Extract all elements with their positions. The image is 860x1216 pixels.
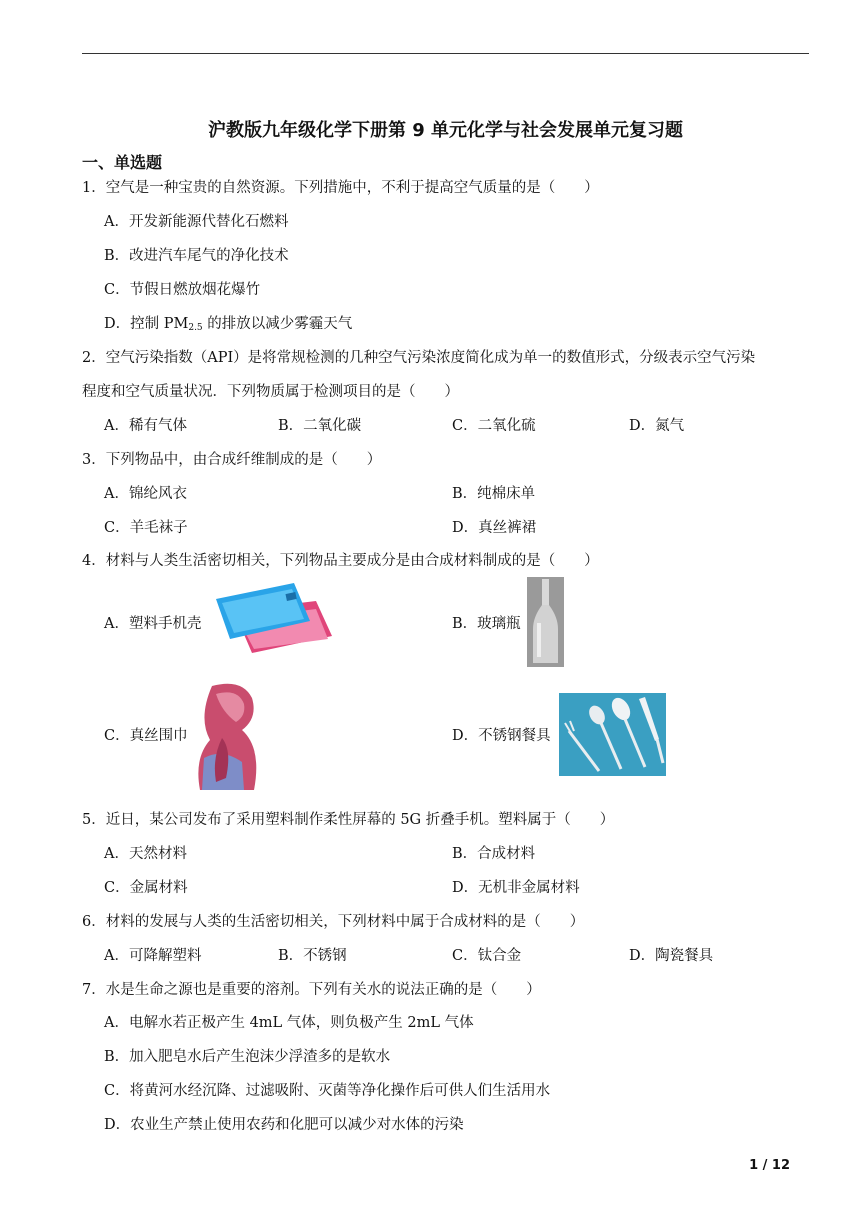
question-5-option-c[interactable]: C．金属材料	[104, 880, 188, 896]
question-6-stem: 6．材料的发展与人类的生活密切相关，下列材料中属于合成材料的是（ ）	[82, 914, 585, 930]
question-3-stem: 3．下列物品中，由合成纤维制成的是（ ）	[82, 452, 382, 468]
option-d-text: D．控制 PM	[104, 316, 189, 332]
question-5-option-a[interactable]: A．天然材料	[104, 846, 187, 862]
question-4-option-b[interactable]: B．玻璃瓶	[452, 616, 521, 632]
question-2-stem-line2: 程度和空气质量状况．下列物质属于检测项目的是（ ）	[82, 384, 459, 400]
question-7-option-b[interactable]: B．加入肥皂水后产生泡沫少浮渣多的是软水	[104, 1049, 391, 1065]
question-2-stem-line1: 2．空气污染指数（API）是将常规检测的几种空气污染浓度简化成为单一的数值形式，分级表示空气污染	[82, 350, 756, 366]
question-2-option-c[interactable]: C．二氧化硫	[452, 418, 536, 434]
question-6-option-b[interactable]: B．不锈钢	[278, 948, 347, 964]
plastic-phone-case-image	[212, 581, 334, 663]
question-3-option-a[interactable]: A．锦纶风衣	[104, 486, 187, 502]
question-7-stem: 7．水是生命之源也是重要的溶剂。下列有关水的说法正确的是（ ）	[82, 982, 541, 998]
question-5-option-b[interactable]: B．合成材料	[452, 846, 536, 862]
subscript: 2.5	[188, 323, 203, 333]
question-1-option-b[interactable]: B．改进汽车尾气的净化技术	[104, 248, 289, 264]
question-4-option-c[interactable]: C．真丝围巾	[104, 728, 188, 744]
question-3-option-c[interactable]: C．羊毛袜子	[104, 520, 188, 536]
header-rule	[82, 53, 809, 54]
silk-scarf-image	[192, 678, 273, 792]
question-2-option-a[interactable]: A．稀有气体	[104, 418, 187, 434]
question-7-option-c[interactable]: C．将黄河水经沉降、过滤吸附、灭菌等净化操作后可供人们生活用水	[104, 1083, 551, 1099]
question-6-option-c[interactable]: C．钛合金	[452, 948, 522, 964]
glass-bottle-image	[527, 577, 564, 667]
option-d-text-rest: 的排放以减少雾霾天气	[202, 316, 353, 332]
question-5-stem: 5．近日，某公司发布了采用塑料制作柔性屏幕的 5G 折叠手机。塑料属于（ ）	[82, 812, 615, 828]
question-5-option-d[interactable]: D．无机非金属材料	[452, 880, 580, 896]
question-1-stem: 1．空气是一种宝贵的自然资源。下列措施中，不利于提高空气质量的是（ ）	[82, 180, 599, 196]
question-3-option-d[interactable]: D．真丝裤裙	[452, 520, 537, 536]
question-6-option-d[interactable]: D．陶瓷餐具	[629, 948, 714, 964]
section-heading: 一、单选题	[82, 153, 163, 172]
document-title: 沪教版九年级化学下册第 9 单元化学与社会发展单元复习题	[207, 120, 684, 141]
question-4-option-d[interactable]: D．不锈钢餐具	[452, 728, 551, 744]
question-7-option-a[interactable]: A．电解水若正极产生 4mL 气体，则负极产生 2mL 气体	[104, 1015, 474, 1031]
question-2-option-d[interactable]: D．氮气	[629, 418, 685, 434]
question-1-option-c[interactable]: C．节假日燃放烟花爆竹	[104, 282, 261, 298]
question-7-option-d[interactable]: D．农业生产禁止使用农药和化肥可以减少对水体的污染	[104, 1117, 464, 1133]
stainless-cutlery-image	[559, 693, 666, 776]
page-number: 1 / 12	[749, 1158, 790, 1173]
question-4-stem: 4．材料与人类生活密切相关，下列物品主要成分是由合成材料制成的是（ ）	[82, 553, 599, 569]
question-3-option-b[interactable]: B．纯棉床单	[452, 486, 536, 502]
question-1-option-d[interactable]	[104, 314, 352, 338]
question-6-option-a[interactable]: A．可降解塑料	[104, 948, 202, 964]
question-4-option-a[interactable]: A．塑料手机壳	[104, 616, 202, 632]
question-1-option-a[interactable]: A．开发新能源代替化石燃料	[104, 214, 289, 230]
question-2-option-b[interactable]: B．二氧化碳	[278, 418, 362, 434]
